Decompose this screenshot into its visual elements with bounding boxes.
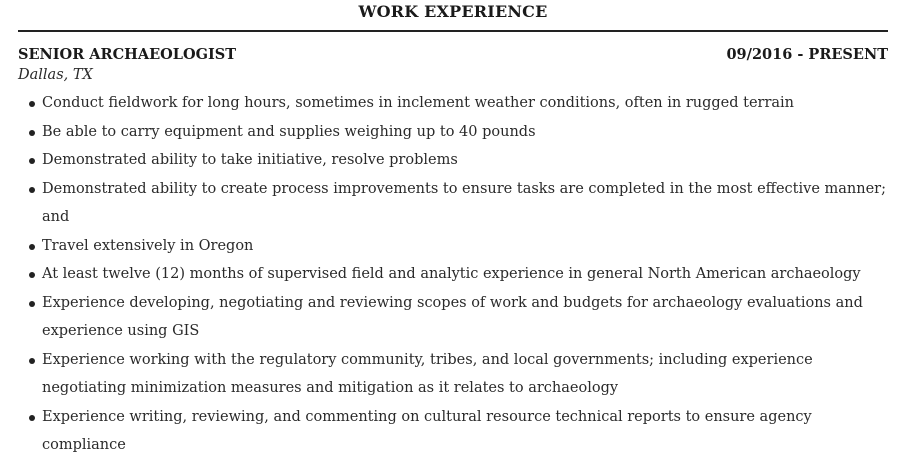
duty-text: Be able to carry equipment and supplies weighing up to 40 pounds — [42, 123, 536, 140]
duties-list — [18, 89, 888, 460]
duty-item — [18, 175, 888, 232]
duty-text: Conduct fieldwork for long hours, sometimes in inclement weather conditions, often in rugged terrain — [42, 95, 795, 111]
bullet-icon — [29, 101, 35, 107]
job-header — [18, 46, 888, 64]
duty-text: Demonstrated ability to take initiative, resolve problems — [42, 152, 458, 168]
section-title: WORK EXPERIENCE — [18, 3, 888, 32]
duty-item — [18, 289, 888, 346]
bullet-icon — [29, 130, 35, 136]
job-title: SENIOR ARCHAEOLOGIST — [18, 46, 237, 63]
duty-text: Experience working with the regulatory community, tribes, and local governments; including experience negotiating minimization measures and mitigation as it relates to archaeology — [42, 351, 813, 396]
bullet-icon — [29, 358, 35, 364]
bullet-icon — [29, 244, 35, 250]
bullet-icon — [29, 272, 35, 278]
job-location: Dallas, TX — [18, 67, 93, 83]
duty-item — [18, 118, 888, 147]
duty-text: Experience developing, negotiating and reviewing scopes of work and budgets for archaeology evaluations and experience using GIS — [42, 294, 863, 339]
bullet-icon — [29, 415, 35, 421]
duty-item — [18, 146, 888, 175]
duty-item — [18, 403, 888, 460]
duty-item — [18, 232, 888, 261]
duty-text: Experience writing, reviewing, and commenting on cultural resource technical reports to ensure agency compliance — [42, 408, 812, 453]
duty-item — [18, 89, 888, 118]
job-dates: 09/2016 - PRESENT — [726, 46, 888, 63]
duty-text: Demonstrated ability to create process improvements to ensure tasks are completed in the most effective manner; and — [42, 180, 886, 225]
bullet-icon — [29, 187, 35, 193]
duty-item — [18, 260, 888, 289]
duty-text: At least twelve (12) months of supervised field and analytic experience in general North American archaeology — [42, 266, 861, 282]
work-experience-section — [18, 0, 888, 460]
bullet-icon — [29, 301, 35, 307]
duty-item — [18, 346, 888, 403]
bullet-icon — [29, 158, 35, 164]
duty-text: Travel extensively in Oregon — [42, 237, 254, 254]
